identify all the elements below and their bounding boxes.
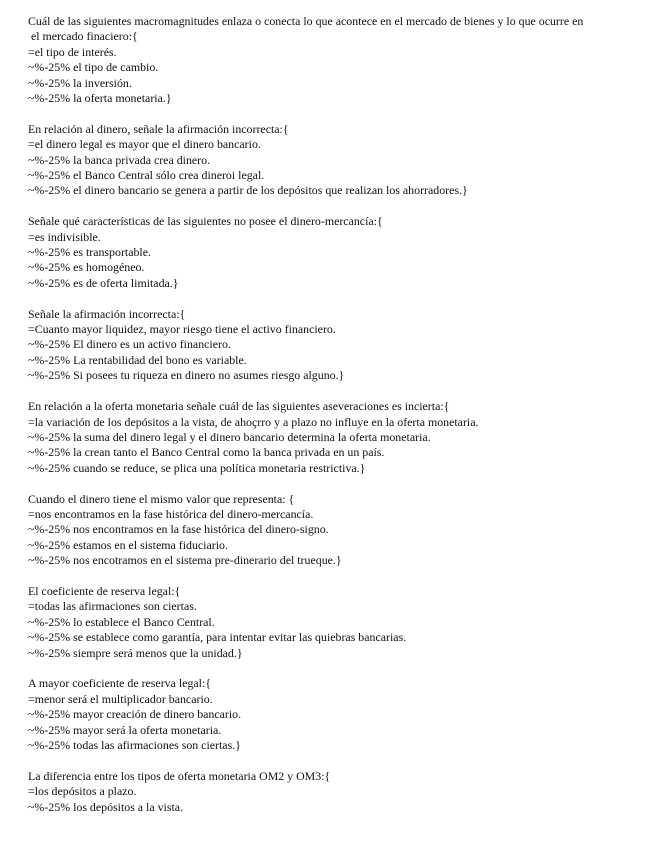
correct-answer: =todas las afirmaciones son ciertas. (28, 599, 197, 614)
question-text: A mayor coeficiente de reserva legal:{ (28, 676, 211, 691)
wrong-answer: ~%-25% es de oferta limitada.} (28, 275, 179, 290)
question-block (28, 769, 638, 815)
question-block (28, 307, 638, 384)
wrong-answer: ~%-25% siempre será menos que la unidad.} (28, 645, 243, 660)
question-block (28, 584, 638, 661)
question-text: el mercado finaciero:{ (28, 29, 138, 44)
wrong-answer: ~%-25% Si posees tu riqueza en dinero no asumes riesgo alguno.} (28, 368, 345, 383)
correct-answer: =el tipo de interés. (28, 44, 117, 59)
wrong-answer: ~%-25% se establece como garantía, para intentar evitar las quiebras bancarias. (28, 630, 407, 645)
wrong-answer: ~%-25% La rentabilidad del bono es variable. (28, 352, 247, 367)
wrong-answer: ~%-25% El dinero es un activo financiero. (28, 337, 231, 352)
correct-answer: =nos encontramos en la fase histórica del dinero-mercancía. (28, 506, 314, 521)
wrong-answer: ~%-25% nos encontramos en la fase histórica del dinero-signo. (28, 522, 329, 537)
wrong-answer: ~%-25% mayor será la oferta monetaria. (28, 722, 222, 737)
wrong-answer: ~%-25% mayor creación de dinero bancario. (28, 707, 242, 722)
question-text: Cuál de las siguientes macromagnitudes enlaza o conecta lo que acontece en el mercado de bienes y lo que ocurre en (28, 14, 584, 28)
document-body (28, 14, 638, 830)
wrong-answer: ~%-25% el tipo de cambio. (28, 60, 159, 75)
wrong-answer: ~%-25% es homogéneo. (28, 260, 145, 275)
question-block (28, 214, 638, 291)
wrong-answer: ~%-25% la inversión. (28, 75, 132, 90)
wrong-answer: ~%-25% todas las afirmaciones son ciertas.} (28, 737, 241, 752)
question-text: En relación al dinero, señale la afirmación incorrecta:{ (28, 121, 289, 136)
wrong-answer: ~%-25% el Banco Central sólo crea dineroi legal. (28, 168, 265, 183)
wrong-answer: ~%-25% la suma del dinero legal y el dinero bancario determina la oferta monetaria. (28, 429, 431, 444)
wrong-answer: ~%-25% estamos en el sistema fiduciario. (28, 537, 228, 552)
wrong-answer: ~%-25% la banca privada crea dinero. (28, 152, 211, 167)
correct-answer: =Cuanto mayor liquidez, mayor riesgo tiene el activo financiero. (28, 322, 336, 337)
correct-answer: =los depósitos a plazo. (28, 784, 137, 799)
wrong-answer: ~%-25% lo establece el Banco Central. (28, 614, 215, 629)
correct-answer: =es indivisible. (28, 229, 101, 244)
question-block (28, 492, 638, 569)
question-block (28, 676, 638, 753)
question-block (28, 14, 638, 106)
question-text: En relación a la oferta monetaria señale cuál de las siguientes aseveraciones es incierta:{ (28, 399, 450, 414)
wrong-answer: ~%-25% nos encotramos en el sistema pre-dinerario del trueque.} (28, 553, 342, 568)
correct-answer: =la variación de los depósitos a la vista, de ahoçrro y a plazo no influye en la oferta monetaria. (28, 414, 479, 429)
question-block (28, 122, 638, 199)
wrong-answer: ~%-25% es transportable. (28, 245, 151, 260)
wrong-answer: ~%-25% el dinero bancario se genera a partir de los depósitos que realizan los ahorradores.} (28, 183, 468, 198)
question-text: Cuando el dinero tiene el mismo valor que representa: { (28, 491, 295, 506)
wrong-answer: ~%-25% cuando se reduce, se plica una política monetaria restrictiva.} (28, 460, 366, 475)
correct-answer: =el dinero legal es mayor que el dinero bancario. (28, 137, 261, 152)
wrong-answer: ~%-25% los depósitos a la vista. (28, 799, 184, 814)
question-text: La diferencia entre los tipos de oferta monetaria OM2 y OM3:{ (28, 768, 331, 783)
question-text: Señale la afirmación incorrecta:{ (28, 306, 186, 321)
question-block (28, 399, 638, 476)
wrong-answer: ~%-25% la crean tanto el Banco Central como la banca privada en un país. (28, 445, 385, 460)
wrong-answer: ~%-25% la oferta monetaria.} (28, 91, 172, 106)
correct-answer: =menor será el multiplicador bancario. (28, 691, 213, 706)
question-text: El coeficiente de reserva legal:{ (28, 583, 181, 598)
question-text: Señale qué características de las siguientes no posee el dinero-mercancía:{ (28, 214, 383, 229)
